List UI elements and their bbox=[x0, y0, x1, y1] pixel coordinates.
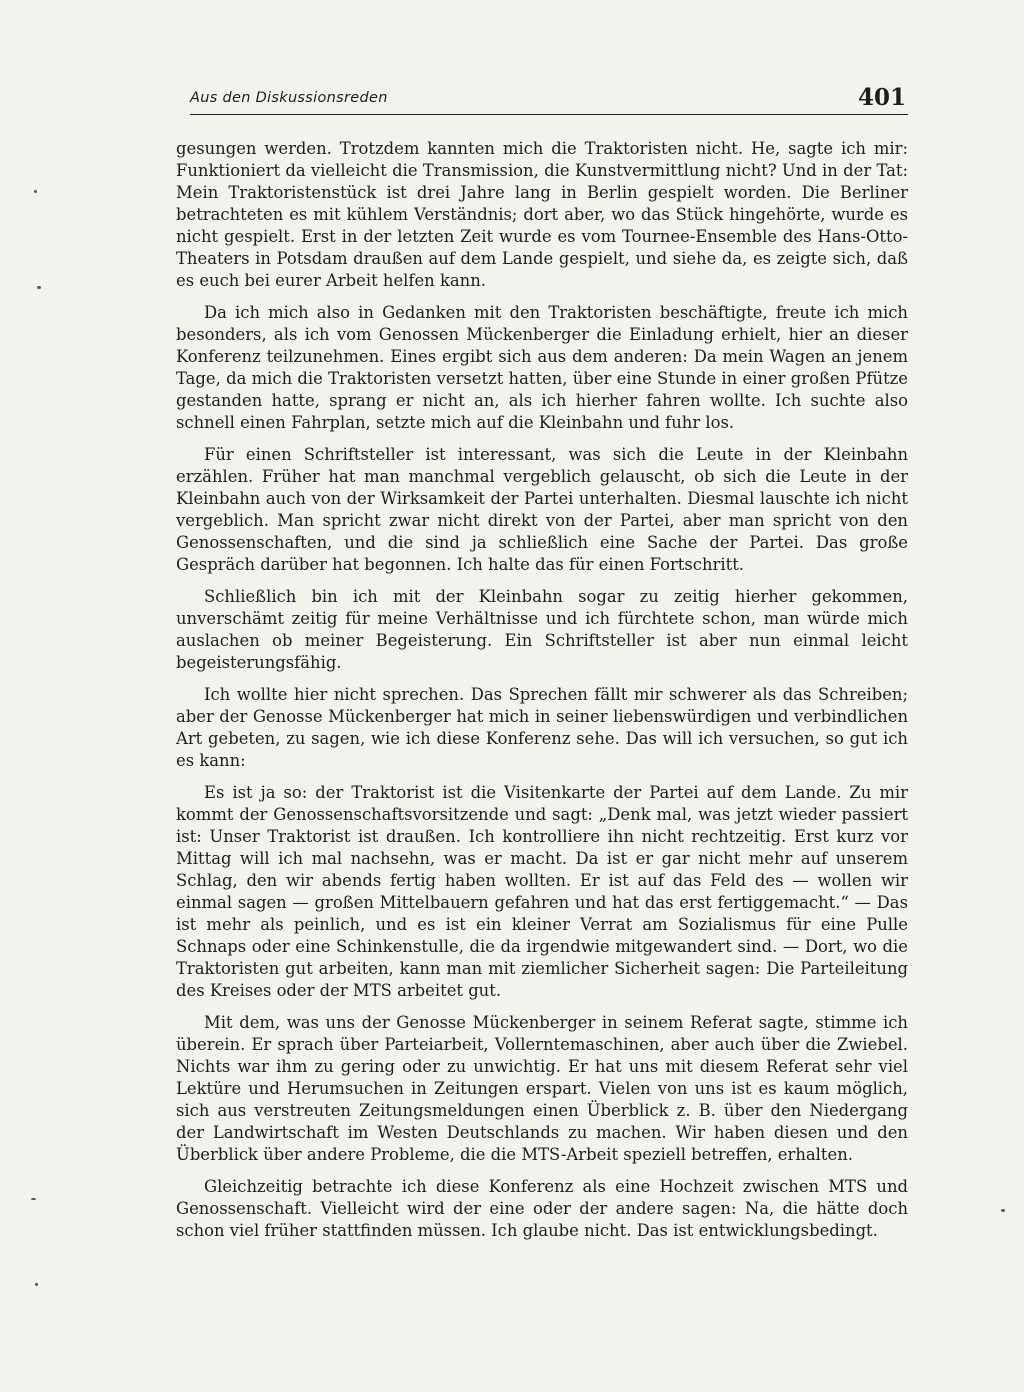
paragraph: Für einen Schriftsteller ist interessant, was sich die Leute in der Kleinbahn erzählen. Früher hat man manchmal vergeblich gelauscht, ob sich die Leute in der Kleinbahn auch von der Wirksamkeit der Partei unterhalten. Diesmal lauschte ich nicht vergeblich. Man spricht zwar nicht direkt von der Partei, aber man spricht von den Genossenschaften, und die sind ja schließlich eine Sache der Partei. Das große Gespräch darüber hat begonnen. Ich halte das für einen Fortschritt. bbox=[176, 445, 908, 574]
paragraph: Mit dem, was uns der Genosse Mückenberger in seinem Referat sagte, stimme ich überein. Er sprach über Parteiarbeit, Vollerntemaschinen, aber auch über die Zwiebel. Nichts war ihm zu gering oder zu unwichtig. Er hat uns mit diesem Referat sehr viel Lektüre und Herumsuchen in Zeitungen erspart. Vielen von uns ist es kaum möglich, sich aus verstreuten Zeitungsmeldungen einen Überblick z. B. über den Niedergang der Landwirtschaft im Westen Deutschlands zu machen. Wir haben diesen und den Überblick über andere Probleme, die die MTS-Arbeit speziell betreffen, erhalten. bbox=[176, 1013, 908, 1164]
paragraph: Schließlich bin ich mit der Kleinbahn sogar zu zeitig hierher gekommen, unverschämt zeitig für meine Verhältnisse und ich fürchtete schon, man würde mich auslachen ob meiner Begeisterung. Ein Schriftsteller ist aber nun einmal leicht begeisterungsfähig. bbox=[176, 587, 908, 672]
body-text bbox=[176, 138, 908, 1252]
scan-speck bbox=[31, 1198, 36, 1200]
paragraph: Ich wollte hier nicht sprechen. Das Sprechen fällt mir schwerer als das Schreiben; aber der Genosse Mückenberger hat mich in seiner liebenswürdigen und verbindlichen Art gebeten, zu sagen, wie ich diese Konferenz sehe. Das will ich versuchen, so gut ich es kann: bbox=[176, 685, 908, 770]
page-number: 401 bbox=[857, 84, 906, 111]
scan-speck bbox=[1001, 1209, 1005, 1212]
paragraph: Da ich mich also in Gedanken mit den Traktoristen beschäftigte, freute ich mich besonders, als ich vom Genossen Mückenberger die Einladung erhielt, hier an dieser Konferenz teilzunehmen. Eines ergibt sich aus dem anderen: Da mein Wagen an jenem Tage, da mich die Traktoristen versetzt hatten, über eine Stunde in einer großen Pfütze gestanden hatte, sprang er nicht an, als ich hierher fahren wollte. Ich suchte also schnell einen Fahrplan, setzte mich auf die Kleinbahn und fuhr los. bbox=[176, 303, 908, 432]
scan-speck bbox=[37, 286, 41, 289]
page-header bbox=[190, 78, 908, 115]
paragraph: Gleichzeitig betrachte ich diese Konferenz als eine Hochzeit zwischen MTS und Genossenschaft. Vielleicht wird der eine oder der andere sagen: Na, die hätte doch schon viel früher stattfinden müssen. Ich glaube nicht. Das ist entwicklungsbedingt. bbox=[176, 1177, 908, 1240]
scan-speck bbox=[35, 1283, 38, 1286]
scan-speck bbox=[34, 190, 37, 193]
paragraph: Es ist ja so: der Traktorist ist die Visitenkarte der Partei auf dem Lande. Zu mir kommt der Genossenschaftsvorsitzende und sagt: „Denk mal, was jetzt wieder passiert ist: Unser Traktorist ist draußen. Ich kontrolliere ihn nicht rechtzeitig. Erst kurz vor Mittag will ich mal nachsehn, was er macht. Da ist er gar nicht mehr auf unserem Schlag, den wir abends fertig haben wollten. Er ist auf das Feld des — wollen wir einmal sagen — großen Mittelbauern gefahren und hat das erst fertiggemacht.“ — Das ist mehr als peinlich, und es ist ein kleiner Verrat am Sozialismus für eine Pulle Schnaps oder eine Schinkenstulle, die da irgendwie mitgewandert sind. — Dort, wo die Traktoristen gut arbeiten, kann man mit ziemlicher Sicherheit sagen: Die Parteileitung des Kreises oder der MTS arbeitet gut. bbox=[176, 783, 908, 1000]
paragraph: gesungen werden. Trotzdem kannten mich die Traktoristen nicht. He, sagte ich mir: Funktioniert da vielleicht die Transmission, die Kunstvermittlung nicht? Und in der Tat: Mein Traktoristenstück ist drei Jahre lang in Berlin gespielt worden. Die Berliner betrachteten es mit kühlem Verständnis; dort aber, wo das Stück hingehörte, wurde es nicht gespielt. Erst in der letzten Zeit wurde es vom Tournee-Ensemble des Hans-Otto-Theaters in Potsdam draußen auf dem Lande gespielt, und siehe da, es zeigte sich, daß es euch bei eurer Arbeit helfen kann. bbox=[176, 139, 908, 290]
running-head: Aus den Diskussionsreden bbox=[190, 90, 388, 106]
